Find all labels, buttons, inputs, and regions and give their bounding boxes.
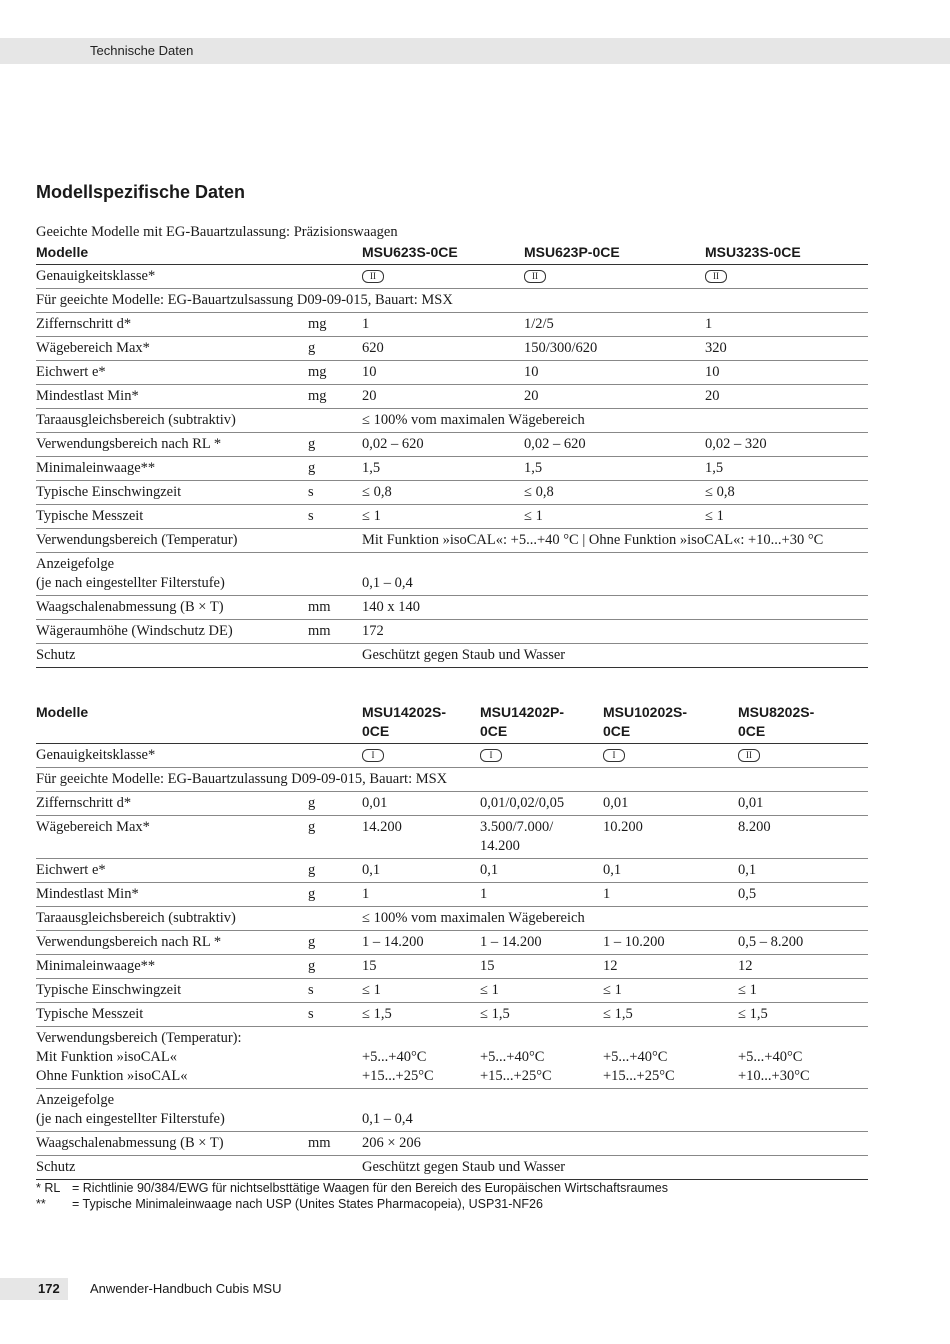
row-label: Waagschalenabmessung (B × T) bbox=[36, 1132, 308, 1156]
value-cell: 12 bbox=[603, 955, 738, 979]
header-band bbox=[0, 38, 950, 64]
footnote bbox=[36, 1196, 668, 1212]
footnote-text: = Richtlinie 90/384/EWG für nichtselbsttätige Waagen für den Bereich des Europäischen Wirtschaftsraumes bbox=[72, 1181, 669, 1195]
footnotes bbox=[36, 1180, 668, 1212]
value-cell: 0,01 bbox=[362, 792, 480, 816]
row-label: Minimaleinwaage** bbox=[36, 457, 308, 481]
unit-cell: g bbox=[308, 883, 362, 907]
table-row bbox=[36, 768, 868, 792]
value-cell: 172 bbox=[362, 620, 868, 644]
unit-cell: s bbox=[308, 505, 362, 529]
table-row bbox=[36, 361, 868, 385]
row-label: Verwendungsbereich nach RL * bbox=[36, 433, 308, 457]
table-row bbox=[36, 955, 868, 979]
value-cell: +5...+40°C +15...+25°C bbox=[362, 1027, 480, 1089]
accuracy-class-badge: II bbox=[738, 749, 760, 762]
value-cell: 1,5 bbox=[362, 457, 524, 481]
table-row bbox=[36, 409, 868, 433]
row-sublabel: Mit Funktion »isoCAL« bbox=[36, 1049, 177, 1065]
value-cell: 1 – 14.200 bbox=[362, 931, 480, 955]
header-cell: Modelle bbox=[36, 701, 308, 744]
value-cell: ≤ 0,8 bbox=[705, 481, 868, 505]
value-cell: 8.200 bbox=[738, 816, 868, 859]
unit-cell: mm bbox=[308, 1132, 362, 1156]
row-label: Wägebereich Max* bbox=[36, 816, 308, 859]
row-label: Taraausgleichsbereich (subtraktiv) bbox=[36, 409, 308, 433]
value-cell: 15 bbox=[362, 955, 480, 979]
value-cell: 15 bbox=[480, 955, 603, 979]
model-header-line: MSU14202P- bbox=[480, 704, 565, 720]
model-header-line: 0CE bbox=[362, 723, 390, 739]
value-line: 3.500/7.000/ bbox=[480, 819, 554, 835]
unit-cell: mm bbox=[308, 620, 362, 644]
value-cell: 10 bbox=[362, 361, 524, 385]
value-cell: ≤ 1,5 bbox=[738, 1003, 868, 1027]
row-label: Mindestlast Min* bbox=[36, 883, 308, 907]
row-label: Schutz bbox=[36, 644, 308, 668]
table-row bbox=[36, 505, 868, 529]
value-cell: ≤ 100% vom maximalen Wägebereich bbox=[362, 907, 868, 931]
page-number: 172 bbox=[38, 1281, 60, 1296]
table-row bbox=[36, 1089, 868, 1132]
value-cell: 1 bbox=[362, 313, 524, 337]
model-header-line: 0CE bbox=[480, 723, 508, 739]
accuracy-class-badge: I bbox=[603, 749, 625, 762]
row-label: Schutz bbox=[36, 1156, 308, 1180]
value-cell: 0,01/0,02/0,05 bbox=[480, 792, 603, 816]
table-row bbox=[36, 883, 868, 907]
table-row bbox=[36, 1003, 868, 1027]
row-label: Typische Einschwingzeit bbox=[36, 979, 308, 1003]
value-cell: Mit Funktion »isoCAL«: +5...+40 °C | Ohne Funktion »isoCAL«: +10...+30 °C bbox=[362, 529, 868, 553]
value-cell: 0,01 bbox=[738, 792, 868, 816]
accuracy-class-badge: II bbox=[362, 270, 384, 283]
value-cell: ≤ 0,8 bbox=[362, 481, 524, 505]
unit-cell: g bbox=[308, 955, 362, 979]
unit-cell: s bbox=[308, 481, 362, 505]
unit-cell: g bbox=[308, 433, 362, 457]
value-cell: 0,5 – 8.200 bbox=[738, 931, 868, 955]
value-cell: ≤ 1 bbox=[362, 505, 524, 529]
table-header-row bbox=[36, 701, 868, 744]
approval-note: Für geeichte Modelle: EG-Bauartzulsassung D09-09-015, Bauart: MSX bbox=[36, 289, 868, 313]
table-row bbox=[36, 744, 868, 768]
model-header-line: 0CE bbox=[738, 723, 766, 739]
value-line: 14.200 bbox=[480, 838, 520, 854]
approval-note: Für geeichte Modelle: EG-Bauartzulassung D09-09-015, Bauart: MSX bbox=[36, 768, 868, 792]
row-label: Typische Messzeit bbox=[36, 505, 308, 529]
value-cell: 0,1 bbox=[738, 859, 868, 883]
value-cell: 0,1 – 0,4 bbox=[362, 1089, 868, 1132]
footnote bbox=[36, 1180, 668, 1196]
value-cell: ≤ 1 bbox=[738, 979, 868, 1003]
value-cell: 320 bbox=[705, 337, 868, 361]
table-row bbox=[36, 433, 868, 457]
table-row bbox=[36, 979, 868, 1003]
value-cell: 10 bbox=[705, 361, 868, 385]
model-header-line: MSU8202S- bbox=[738, 704, 815, 720]
value-cell: 10 bbox=[524, 361, 705, 385]
value-cell: 0,1 – 0,4 bbox=[362, 553, 868, 596]
table-row bbox=[36, 1027, 868, 1089]
model-header: MSU623P-0CE bbox=[524, 241, 705, 265]
row-label: Mindestlast Min* bbox=[36, 385, 308, 409]
model-header bbox=[738, 701, 868, 744]
model-header-line: MSU10202S- bbox=[603, 704, 688, 720]
model-header bbox=[480, 701, 603, 744]
table-row bbox=[36, 265, 868, 289]
unit-cell: g bbox=[308, 816, 362, 859]
table1-caption: Geeichte Modelle mit EG-Bauartzulassung: Präzisionswaagen bbox=[36, 224, 398, 240]
table-row bbox=[36, 1132, 868, 1156]
table-row bbox=[36, 596, 868, 620]
row-label: Wägeraumhöhe (Windschutz DE) bbox=[36, 620, 308, 644]
unit-cell: mg bbox=[308, 385, 362, 409]
table-row bbox=[36, 385, 868, 409]
model-header: MSU323S-0CE bbox=[705, 241, 868, 265]
value-cell: 0,1 bbox=[480, 859, 603, 883]
value-cell: 1 bbox=[362, 883, 480, 907]
table-header-row bbox=[36, 241, 868, 265]
table-row bbox=[36, 644, 868, 668]
table-row bbox=[36, 289, 868, 313]
row-label: Minimaleinwaage** bbox=[36, 955, 308, 979]
row-label: Anzeigefolge bbox=[36, 1092, 115, 1108]
value-cell: 0,1 bbox=[362, 859, 480, 883]
value-cell: 1 bbox=[480, 883, 603, 907]
model-header bbox=[362, 701, 480, 744]
row-label: Ziffernschritt d* bbox=[36, 792, 308, 816]
value-cell: 20 bbox=[524, 385, 705, 409]
model-header: MSU623S-0CE bbox=[362, 241, 524, 265]
value-cell: ≤ 1 bbox=[480, 979, 603, 1003]
value-cell: 12 bbox=[738, 955, 868, 979]
accuracy-class-badge: I bbox=[362, 749, 384, 762]
row-label: Verwendungsbereich (Temperatur): bbox=[36, 1030, 242, 1046]
row-label: Eichwert e* bbox=[36, 361, 308, 385]
unit-cell: mm bbox=[308, 596, 362, 620]
value-cell: 0,02 – 620 bbox=[524, 433, 705, 457]
value-cell: ≤ 0,8 bbox=[524, 481, 705, 505]
model-header-line: MSU14202S- bbox=[362, 704, 447, 720]
value-cell: 0,02 – 620 bbox=[362, 433, 524, 457]
model-header-line: 0CE bbox=[603, 723, 631, 739]
value-cell: 10.200 bbox=[603, 816, 738, 859]
value-cell: ≤ 1 bbox=[603, 979, 738, 1003]
value-cell: ≤ 1,5 bbox=[603, 1003, 738, 1027]
page-title: Modellspezifische Daten bbox=[36, 182, 246, 202]
unit-cell: s bbox=[308, 1003, 362, 1027]
row-label: Waagschalenabmessung (B × T) bbox=[36, 596, 308, 620]
table-row bbox=[36, 553, 868, 596]
row-label: Taraausgleichsbereich (subtraktiv) bbox=[36, 907, 308, 931]
value-cell: ≤ 1,5 bbox=[362, 1003, 480, 1027]
value-cell: +5...+40°C +15...+25°C bbox=[603, 1027, 738, 1089]
table-row bbox=[36, 1156, 868, 1180]
value-cell: 1,5 bbox=[524, 457, 705, 481]
table-row bbox=[36, 816, 868, 859]
table-row bbox=[36, 859, 868, 883]
row-label: Verwendungsbereich (Temperatur) bbox=[36, 529, 308, 553]
spec-table-2 bbox=[36, 701, 868, 1180]
table-row bbox=[36, 457, 868, 481]
row-label: Genauigkeitsklasse* bbox=[36, 744, 308, 768]
footer-title: Anwender-Handbuch Cubis MSU bbox=[90, 1281, 282, 1296]
row-label: Genauigkeitsklasse* bbox=[36, 265, 308, 289]
value-cell: Geschützt gegen Staub und Wasser bbox=[362, 1156, 868, 1180]
footnote-mark: ** bbox=[36, 1197, 46, 1211]
value-cell: ≤ 1 bbox=[705, 505, 868, 529]
row-label: Anzeigefolge bbox=[36, 556, 115, 572]
accuracy-class-badge: II bbox=[524, 270, 546, 283]
row-label: Ziffernschritt d* bbox=[36, 313, 308, 337]
row-label: Eichwert e* bbox=[36, 859, 308, 883]
unit-cell: g bbox=[308, 792, 362, 816]
value-cell: +5...+40°C +15...+25°C bbox=[480, 1027, 603, 1089]
table-row bbox=[36, 337, 868, 361]
value-cell: 14.200 bbox=[362, 816, 480, 859]
accuracy-class-badge: I bbox=[480, 749, 502, 762]
value-cell: 140 x 140 bbox=[362, 596, 868, 620]
unit-cell: g bbox=[308, 457, 362, 481]
value-cell: 1 – 14.200 bbox=[480, 931, 603, 955]
value-cell: 1,5 bbox=[705, 457, 868, 481]
value-cell: 206 × 206 bbox=[362, 1132, 868, 1156]
row-label: Wägebereich Max* bbox=[36, 337, 308, 361]
row-label: (je nach eingestellter Filterstufe) bbox=[36, 1111, 225, 1127]
unit-cell: g bbox=[308, 859, 362, 883]
value-cell: ≤ 1 bbox=[362, 979, 480, 1003]
value-cell: 0,02 – 320 bbox=[705, 433, 868, 457]
value-cell: ≤ 100% vom maximalen Wägebereich bbox=[362, 409, 868, 433]
value-cell: Geschützt gegen Staub und Wasser bbox=[362, 644, 868, 668]
table-row bbox=[36, 792, 868, 816]
row-sublabel: Ohne Funktion »isoCAL« bbox=[36, 1068, 188, 1084]
footnote-text: = Typische Minimaleinwaage nach USP (Unites States Pharmacopeia), USP31-NF26 bbox=[72, 1197, 543, 1211]
unit-cell: mg bbox=[308, 313, 362, 337]
value-cell: 0,1 bbox=[603, 859, 738, 883]
value-cell: 1 bbox=[603, 883, 738, 907]
value-cell: 1/2/5 bbox=[524, 313, 705, 337]
value-cell: 1 – 10.200 bbox=[603, 931, 738, 955]
value-cell: 0,01 bbox=[603, 792, 738, 816]
unit-cell: g bbox=[308, 337, 362, 361]
table-row bbox=[36, 313, 868, 337]
value-cell: 0,5 bbox=[738, 883, 868, 907]
header-cell: Modelle bbox=[36, 241, 308, 265]
spec-table-1 bbox=[36, 241, 868, 668]
value-cell: +5...+40°C +10...+30°C bbox=[738, 1027, 868, 1089]
footnote-mark: * RL bbox=[36, 1181, 61, 1195]
table-row bbox=[36, 907, 868, 931]
accuracy-class-badge: II bbox=[705, 270, 727, 283]
table-row bbox=[36, 481, 868, 505]
value-cell: 1 bbox=[705, 313, 868, 337]
row-label: (je nach eingestellter Filterstufe) bbox=[36, 575, 225, 591]
unit-cell: mg bbox=[308, 361, 362, 385]
table-row bbox=[36, 529, 868, 553]
row-label: Typische Messzeit bbox=[36, 1003, 308, 1027]
value-cell: ≤ 1 bbox=[524, 505, 705, 529]
value-cell: 20 bbox=[362, 385, 524, 409]
table-row bbox=[36, 931, 868, 955]
value-cell: 620 bbox=[362, 337, 524, 361]
section-title: Technische Daten bbox=[90, 43, 194, 58]
model-header bbox=[603, 701, 738, 744]
table-row bbox=[36, 620, 868, 644]
unit-cell: s bbox=[308, 979, 362, 1003]
row-label: Verwendungsbereich nach RL * bbox=[36, 931, 308, 955]
value-cell: 150/300/620 bbox=[524, 337, 705, 361]
value-cell: 20 bbox=[705, 385, 868, 409]
unit-cell: g bbox=[308, 931, 362, 955]
value-cell bbox=[480, 816, 603, 859]
value-cell: ≤ 1,5 bbox=[480, 1003, 603, 1027]
row-label: Typische Einschwingzeit bbox=[36, 481, 308, 505]
